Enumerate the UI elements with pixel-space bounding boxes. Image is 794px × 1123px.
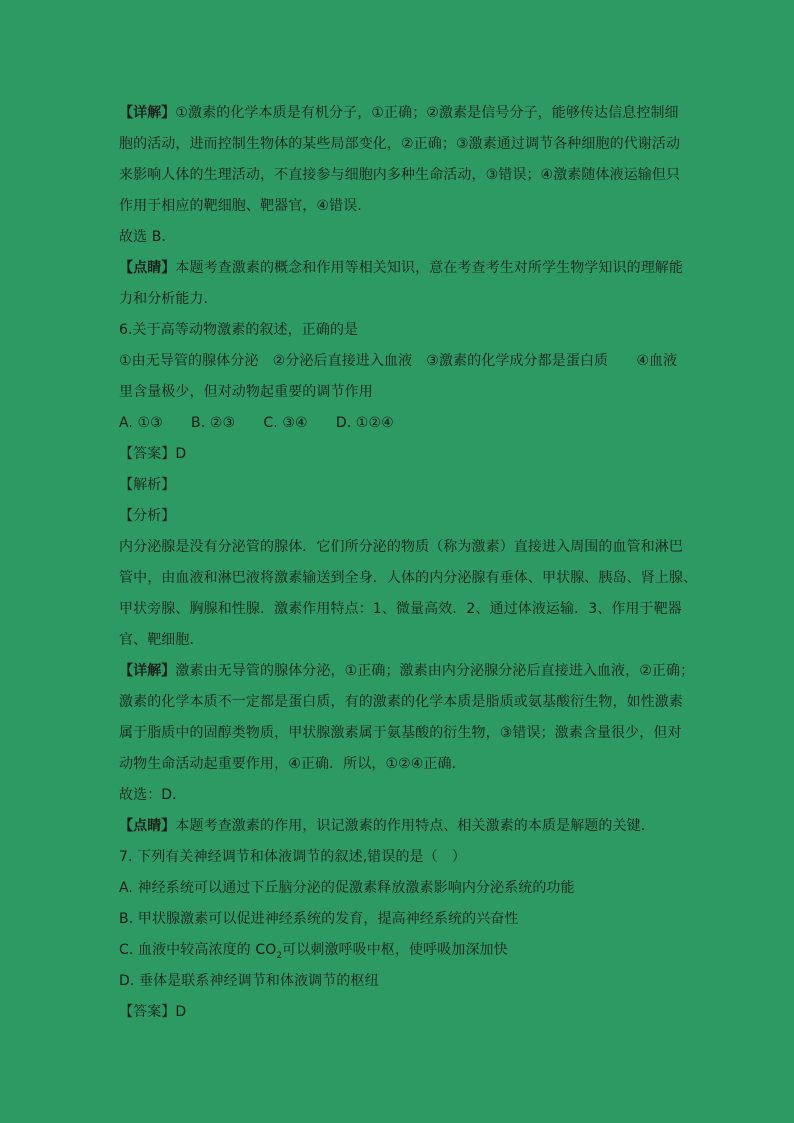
q7-option-d: D. 垂体是联系神经调节和体液调节的枢纽: [119, 973, 379, 989]
q6-items-line-1: ①由无导管的腺体分泌 ②分泌后直接进入血液 ③激素的化学成分都是蛋白质 ④血液: [119, 353, 678, 369]
q5-detail-line-2: 胞的活动，进而控制生物体的某些局部变化，②正确；③激素通过调节各种细胞的代谢活动: [119, 136, 681, 152]
q6-fenxi: 【分析】: [119, 508, 176, 524]
q6-detail-line-2: 激素的化学本质不一定都是蛋白质，有的激素的化学本质是脂质或氨基酸衍生物，如性激素: [119, 694, 683, 710]
text: C. 血液中较高浓度的 CO: [119, 942, 277, 958]
q5-choice: 故选 B．: [119, 229, 176, 245]
text: 本题考查激素的作用，识记激素的作用特点、相关激素的本质是解题的关键．: [175, 818, 655, 834]
detail-tag: 【详解】: [119, 663, 176, 679]
q6-options: A. ①③ B. ②③ C. ③④ D. ①②④: [119, 415, 394, 431]
q6-analysis-line-1: 内分泌腺是没有分泌管的腺体．它们所分泌的物质（称为激素）直接进入周围的血管和淋巴: [119, 539, 683, 555]
text: 可以刺激呼吸中枢，使呼吸加深加快: [282, 942, 508, 958]
q6-jiexi: 【解析】: [119, 477, 176, 493]
q7-option-a: A. 神经系统可以通过下丘脑分泌的促激素释放激素影响内分泌系统的功能: [119, 880, 575, 896]
q6-answer: 【答案】D: [119, 446, 187, 462]
q5-detail-line-3: 来影响人体的生理活动，不直接参与细胞内多种生命活动，③错误；④激素随体液运输但只: [119, 167, 681, 183]
q6-detail-line-3: 属于脂质中的固醇类物质，甲状腺激素属于氨基酸的衍生物，③错误；激素含量很少，但对: [119, 725, 682, 741]
q5-detail-line-1: [119, 98, 681, 129]
q6-analysis-line-4: 官、靶细胞．: [119, 632, 204, 648]
q6-stem: 6.关于高等动物激素的叙述，正确的是: [119, 322, 359, 338]
detail-tag: 【详解】: [119, 105, 176, 121]
text: 激素由无导管的腺体分泌，①正确；激素由内分泌腺分泌后直接进入血液，②正确；: [175, 663, 695, 679]
q6-analysis-line-2: 管中，由血液和淋巴液将激素输送到全身．人体的内分泌腺有垂体、甲状腺、胰岛、肾上腺、: [119, 570, 698, 586]
text: ①激素的化学本质是有机分子，①正确；②激素是信号分子，能够传达信息控制细: [175, 105, 679, 121]
q6-items-line-2: 里含量极少，但对动物起重要的调节作用: [119, 384, 373, 400]
q5-point-line-1: [119, 253, 684, 284]
q6-choice: 故选：D．: [119, 787, 187, 803]
q7-answer: 【答案】D: [119, 1004, 187, 1020]
q5-detail-line-4: 作用于相应的靶细胞、靶器官，④错误．: [119, 198, 372, 214]
q6-point-line-1: [119, 811, 681, 842]
subscript: 2: [276, 950, 283, 961]
q6-detail-line-1: [119, 656, 695, 687]
text: 本题考查激素的概念和作用等相关知识，意在考查考生对所学生物学知识的理解能: [175, 260, 684, 276]
document-page: [119, 98, 698, 1028]
q7-option-b: B. 甲状腺激素可以促进神经系统的发育，提高神经系统的兴奋性: [119, 911, 519, 927]
q7-stem: 7. 下列有关神经调节和体液调节的叙述,错误的是（ ）: [119, 849, 466, 865]
q6-detail-line-4: 动物生命活动起重要作用，④正确．所以，①②④正确．: [119, 756, 466, 772]
q6-analysis-line-3: 甲状旁腺、胸腺和性腺．激素作用特点：1、微量高效．2、通过体液运输．3、作用于靶器: [119, 601, 682, 617]
point-tag: 【点睛】: [119, 818, 176, 834]
q5-point-line-2: 力和分析能力．: [119, 291, 218, 307]
q7-option-c: [119, 935, 681, 966]
point-tag: 【点睛】: [119, 260, 176, 276]
